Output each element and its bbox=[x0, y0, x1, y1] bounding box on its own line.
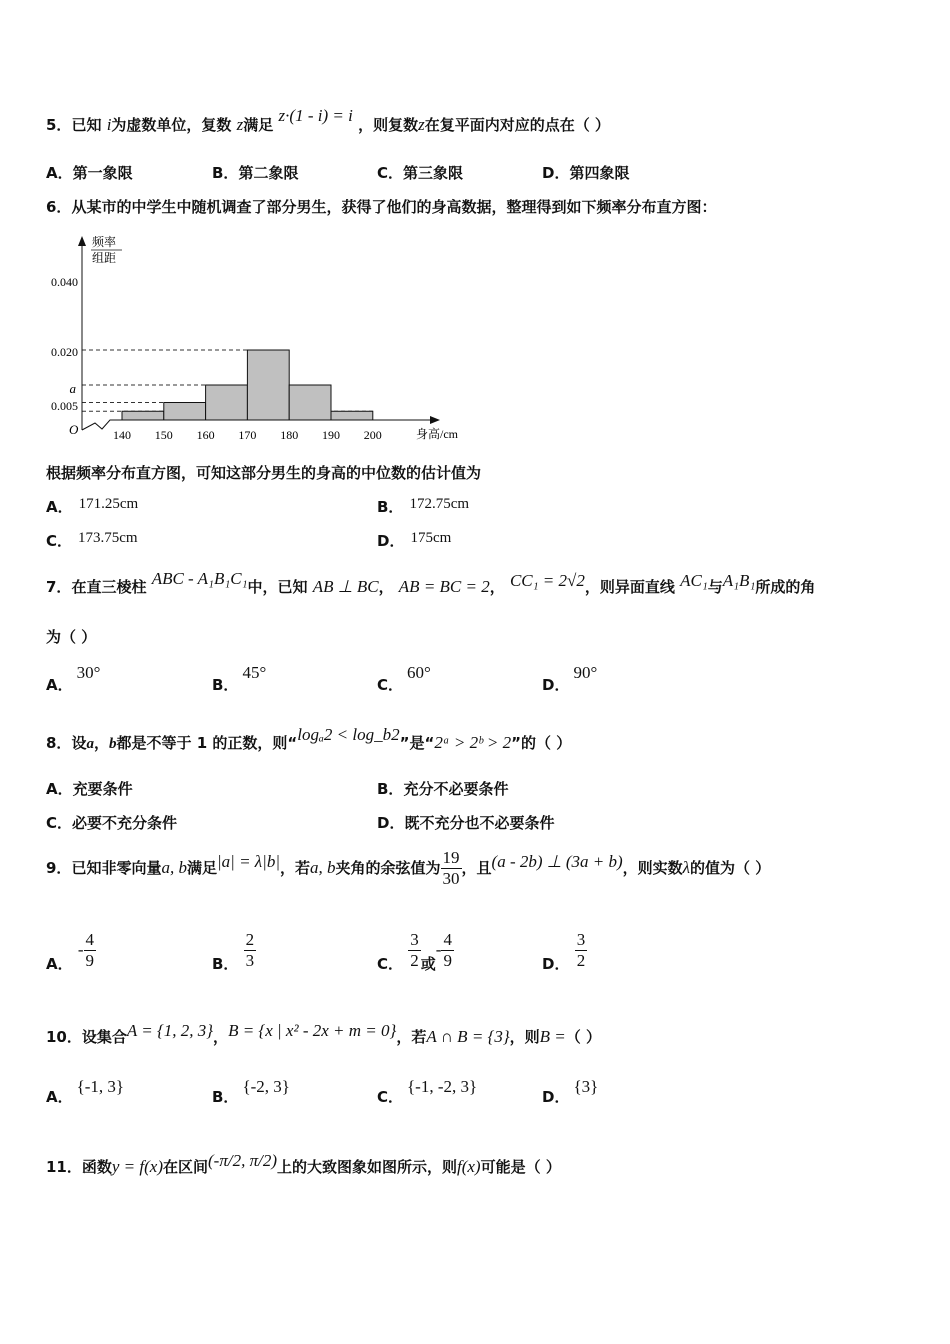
q10-option-a[interactable]: A．{-1, 3} bbox=[46, 1077, 125, 1106]
q6-option-b[interactable]: B． 172.75cm bbox=[377, 496, 470, 516]
q8-option-b[interactable]: B．充分不必要条件 bbox=[377, 780, 509, 798]
histogram-bar-180-190 bbox=[289, 385, 331, 420]
q8-option-a[interactable]: A．充要条件 bbox=[46, 780, 133, 798]
y-tick-0040: 0.040 bbox=[51, 275, 78, 289]
q8-stem: 8．设a，b都是不等于 1 的正数，则“logₐ2 < log_b2”是“2ᵃ > 2ᵇ > 2”的（ ） bbox=[46, 725, 572, 752]
q9-option-d[interactable]: D． $\frac{3}{2}$ bbox=[542, 930, 586, 973]
x-tick-190: 190 bbox=[322, 428, 340, 442]
y-label-bottom: 组距 bbox=[92, 251, 117, 265]
q9-option-a[interactable]: A． - $\frac{4}{9}$ bbox=[46, 930, 95, 973]
histogram-bar-150-160 bbox=[164, 403, 206, 421]
histogram-bar-160-170 bbox=[206, 385, 248, 420]
q7-stem-cont: 为（ ） bbox=[46, 628, 97, 646]
q9-stem: 9．已知非零向量a, b满足|a| = λ|b|，若a, b夹角的余弦值为 $\frac{19}{30}$ ，且(a - 2b) ⊥ (3a + b)，则实数λ的值为（ ） bbox=[46, 848, 771, 888]
q6-option-a[interactable]: A． 171.25cm bbox=[46, 496, 139, 516]
histogram-bar-190-200 bbox=[331, 411, 373, 420]
origin-label: O bbox=[69, 422, 79, 437]
q9-option-c[interactable]: C． $\frac{3}{2}$ 或- $\frac{4}{9}$ bbox=[377, 930, 452, 973]
y-tick-0005: 0.005 bbox=[51, 399, 78, 413]
q9-fraction: $\frac{19}{30}$ bbox=[442, 848, 460, 888]
y-tick-a: a bbox=[69, 381, 76, 396]
histogram-bar-140-150 bbox=[122, 411, 164, 420]
histogram bbox=[40, 228, 480, 450]
q10-stem: 10．设集合A = {1, 2, 3}，B = {x | x² - 2x + m = 0}，若A ∩ B = {3}，则B =（ ） bbox=[46, 1021, 601, 1046]
x-tick-180: 180 bbox=[280, 428, 299, 442]
q10-option-b[interactable]: B．{-2, 3} bbox=[212, 1077, 290, 1106]
q6-stem: 6．从某市的中学生中随机调查了部分男生，获得了他们的身高数据，整理得到如下频率分布直方图： bbox=[46, 198, 717, 216]
y-axis-arrow bbox=[78, 236, 86, 246]
q7-option-c[interactable]: C．60° bbox=[377, 663, 431, 694]
histogram-bar-170-180 bbox=[247, 350, 289, 420]
axis-break bbox=[82, 420, 115, 430]
q8-option-d[interactable]: D．既不充分也不必要条件 bbox=[377, 814, 555, 832]
q7-stem: 7．在直三棱柱 ABC - A₁B₁C₁中，已知 AB ⊥ BC， AB = BC = 2， CC₁ = 2√2，则异面直线 AC₁与A₁B₁所成的角 bbox=[46, 569, 816, 596]
q5-option-a[interactable]: A．第一象限 bbox=[46, 164, 133, 182]
q10-option-c[interactable]: C．{-1, -2, 3} bbox=[377, 1077, 478, 1106]
q5-option-d[interactable]: D．第四象限 bbox=[542, 164, 630, 182]
q6-question: 根据频率分布直方图，可知这部分男生的身高的中位数的估计值为 bbox=[46, 464, 482, 482]
q6-option-c[interactable]: C． 173.75cm bbox=[46, 530, 138, 550]
q5-option-c[interactable]: C．第三象限 bbox=[377, 164, 464, 182]
q11-stem: 11．函数y = f(x)在区间(-π/2, π/2)上的大致图象如图所示，则f(x)可能是（ ） bbox=[46, 1151, 561, 1176]
q5-option-b[interactable]: B．第二象限 bbox=[212, 164, 299, 182]
x-tick-170: 170 bbox=[238, 428, 257, 442]
q8-option-c[interactable]: C．必要不充分条件 bbox=[46, 814, 178, 832]
x-axis-arrow bbox=[430, 416, 440, 424]
x-tick-200: 200 bbox=[363, 428, 382, 442]
q7-option-b[interactable]: B．45° bbox=[212, 663, 267, 694]
q10-option-d[interactable]: D．{3} bbox=[542, 1077, 599, 1106]
q5-equation: z·(1 - i) = i bbox=[278, 106, 353, 125]
y-tick-0020: 0.020 bbox=[51, 345, 78, 359]
x-tick-160: 160 bbox=[196, 428, 215, 442]
x-tick-140: 140 bbox=[113, 428, 131, 442]
x-tick-150: 150 bbox=[154, 428, 173, 442]
y-label-top: 频率 bbox=[92, 235, 117, 249]
q7-option-a[interactable]: A．30° bbox=[46, 663, 101, 694]
q6-option-d[interactable]: D． 175cm bbox=[377, 530, 452, 550]
q9-option-b[interactable]: B． $\frac{2}{3}$ bbox=[212, 930, 255, 973]
q7-option-d[interactable]: D．90° bbox=[542, 663, 598, 694]
x-axis-label: 身高/cm bbox=[416, 427, 458, 441]
q5-stem: 5．已知 i为虚数单位，复数 z满足 z·(1 - i) = i ，则复数z在复平面内对应的点在（ ） bbox=[46, 106, 610, 134]
